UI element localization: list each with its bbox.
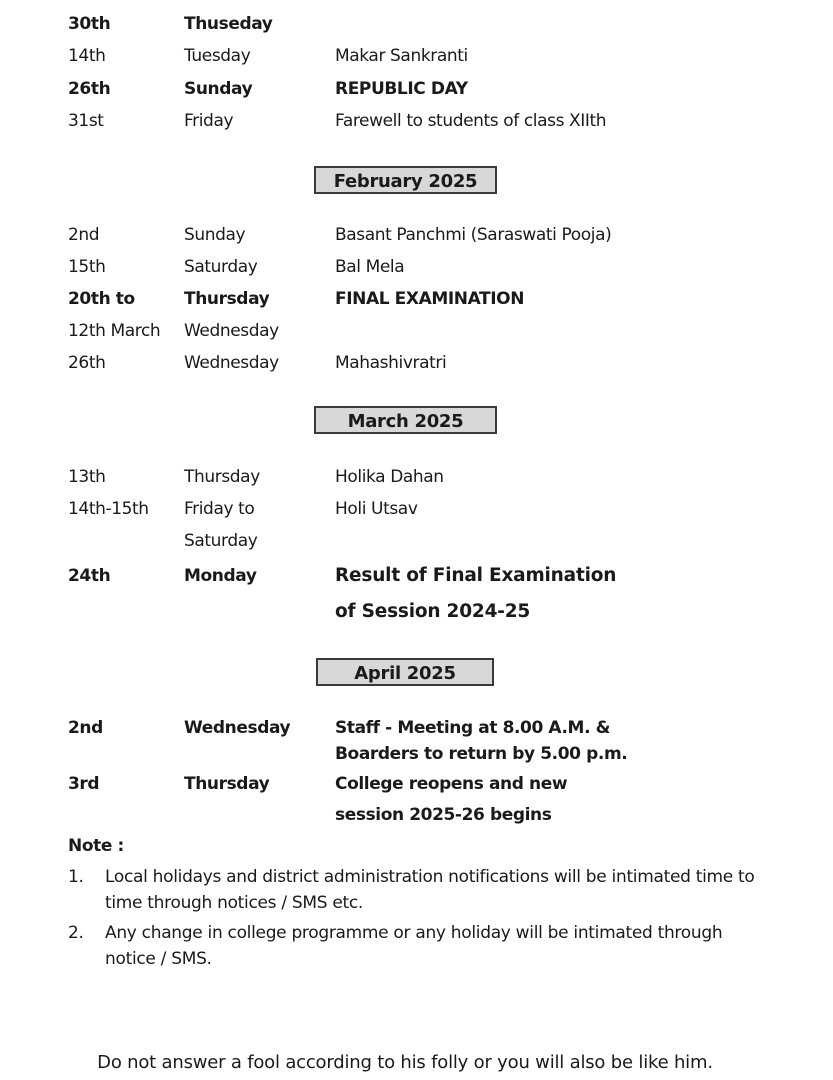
calendar-row <box>0 225 833 251</box>
event-name: FINAL EXAMINATION <box>335 289 525 309</box>
calendar-row <box>0 499 833 525</box>
event-name: Farewell to students of class XIIth <box>335 111 607 131</box>
event-date: 2nd <box>68 225 100 245</box>
month-heading-february: February 2025 <box>314 166 497 194</box>
calendar-row <box>0 79 833 105</box>
calendar-row <box>0 467 833 493</box>
event-day: Monday <box>184 566 257 586</box>
event-day: Thursday <box>184 467 260 487</box>
event-day: Wednesday <box>184 718 291 738</box>
event-date: 30th <box>68 14 111 34</box>
footer-quote: Do not answer a fool according to his folly or you will also be like him. <box>97 1052 713 1073</box>
event-name: Staff - Meeting at 8.00 A.M. & <box>335 718 611 738</box>
event-name: Mahashivratri <box>335 353 447 373</box>
calendar-row <box>0 531 833 557</box>
event-name: session 2025-26 begins <box>335 805 552 825</box>
event-name: Bal Mela <box>335 257 405 277</box>
event-day: Wednesday <box>184 321 279 341</box>
event-date: 2nd <box>68 718 103 738</box>
event-date: 14th <box>68 46 106 66</box>
event-name: Result of Final Examination <box>335 565 617 586</box>
calendar-row <box>0 257 833 283</box>
calendar-row <box>0 774 833 800</box>
calendar-row <box>0 718 833 744</box>
event-date: 12th March <box>68 321 161 341</box>
event-day: Saturday <box>184 257 258 277</box>
event-name: Makar Sankranti <box>335 46 468 66</box>
event-date: 15th <box>68 257 106 277</box>
event-name: Holi Utsav <box>335 499 418 519</box>
event-day: Thuseday <box>184 14 273 34</box>
event-day: Tuesday <box>184 46 251 66</box>
event-date: 31st <box>68 111 104 131</box>
event-name: Boarders to return by 5.00 p.m. <box>335 744 628 764</box>
event-day: Thursday <box>184 774 270 794</box>
calendar-row <box>0 601 833 627</box>
calendar-row <box>0 321 833 347</box>
event-date: 13th <box>68 467 106 487</box>
event-date: 14th-15th <box>68 499 149 519</box>
event-day: Sunday <box>184 225 246 245</box>
calendar-row <box>0 46 833 72</box>
calendar-row <box>0 566 833 592</box>
event-name: Holika Dahan <box>335 467 444 487</box>
event-day: Thursday <box>184 289 270 309</box>
event-day: Wednesday <box>184 353 279 373</box>
event-day: Sunday <box>184 79 253 99</box>
note-text: Any change in college programme or any holiday will be intimated through notice / SMS. <box>105 923 723 969</box>
event-day: Saturday <box>184 531 258 551</box>
event-day: Friday to <box>184 499 255 519</box>
calendar-row <box>0 744 833 770</box>
event-day: Friday <box>184 111 234 131</box>
calendar-row <box>0 805 833 831</box>
note-text: Local holidays and district administration notifications will be intimated time to time through notices / SMS etc. <box>105 867 755 913</box>
event-name: College reopens and new <box>335 774 568 794</box>
event-date: 26th <box>68 353 106 373</box>
calendar-row <box>0 353 833 379</box>
note-number: 2. <box>68 923 84 943</box>
event-name: of Session 2024-25 <box>335 601 531 622</box>
calendar-row <box>0 14 833 40</box>
month-heading-march: March 2025 <box>314 406 497 434</box>
note-heading: Note : <box>68 836 124 856</box>
event-name: REPUBLIC DAY <box>335 79 468 99</box>
event-name: Basant Panchmi (Saraswati Pooja) <box>335 225 612 245</box>
calendar-row <box>0 289 833 315</box>
event-date: 26th <box>68 79 111 99</box>
event-date: 3rd <box>68 774 100 794</box>
calendar-row <box>0 111 833 137</box>
note-number: 1. <box>68 867 84 887</box>
event-date: 24th <box>68 566 111 586</box>
month-heading-april: April 2025 <box>316 658 494 686</box>
event-date: 20th to <box>68 289 135 309</box>
